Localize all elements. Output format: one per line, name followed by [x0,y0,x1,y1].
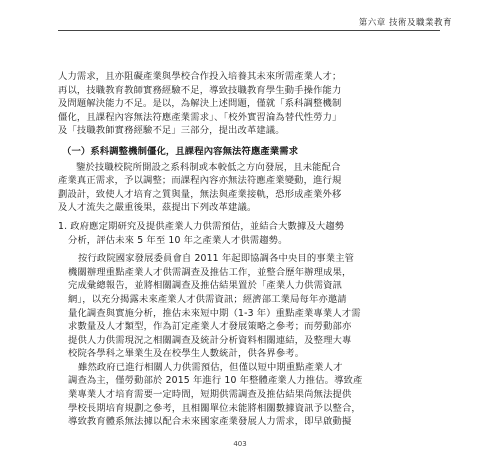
text-line: 鑒於技職校院所開設之系科制或本較低之方向發展，且未能配合 [76,161,341,173]
paragraph [58,161,438,215]
text-line: 學校長期培育規劃之參考，且相關單位未能將相關數據資訊予以整合， [68,402,361,414]
text-line: 劃設計，致使人才培育之質與量，無法與產業接軌，恐形成產業外移 [58,188,342,200]
running-header: 第六章 技術及職業教育 [358,18,452,28]
paragraph [58,361,438,429]
text-line: 求數量及人才類型，作為訂定產業人才發展策略之參考；而勞動部亦 [68,321,352,333]
text-line: 再以，技職教育教師實務經驗不足，導致技職教育學生動手操作能力 [58,84,342,96]
text-line: 提供人力供需現況之相關調查及統計分析資料相關連結，及整理大專 [68,334,352,346]
text-line: 雖然政府已進行相關人力供需預估，但僅以短中期重點產業人才 [78,361,343,373]
list-item-title [58,220,438,247]
text-line: 及「技職教師實務經驗不足」三部分，提出改革建議。 [58,125,285,137]
text-line: 僵化，且課程內容無法符應產業需求」、「校外實習淪為替代性勞力」 [58,111,342,123]
text-line: 按行政院國家發展委員會自 2011 年起即協調各中央目的事業主管 [78,253,355,265]
text-line: 分析，評估未來 5 年至 10 年之產業人才供需趨勢。 [68,234,288,246]
text-line: 業專業人才培育需要一定時間，短期供需調查及推估結果尚無法提供 [68,389,352,401]
text-line: 人力需求，且亦阻礙產業與學校合作投入培養其未來所需產業人才； [58,71,342,82]
text-line: 機關辦理重點產業人才供需調查及推估工作，並整合歷年辦理成果， [68,266,352,278]
text-line: 量化調查與實施分析，推估未來短中期（1-3 年）重點產業專業人才需 [68,307,361,319]
text-line: 產業真正需求，予以調整；而課程內容亦無法符應產業變動，進行規 [58,175,342,187]
text-line: 導致教育體系無法據以配合未來國家產業發展人力需求，即早啟動擬 [68,416,352,428]
text-line: 完成彙總報告，並將相關調查及推估結果置於「產業人力供需資訊 [68,280,342,292]
text-line: 及問題解決能力不足。是以，為解決上述問題，僅就「系科調整機制 [58,98,342,110]
section-heading: （一）系科調整機制僵化，且課程內容無法符應產業需求 [62,145,299,157]
header-rule [58,30,440,31]
text-line: 及人才流失之嚴重後果，茲提出下列改革建議。 [58,202,257,214]
text-line: 調查為主，僅勞動部於 2015 年進行 10 年整體產業人力推估。導致產 [68,375,363,387]
text-line: 1. 政府應定期研究及提供產業人力供需預估，並結合大數據及大趨勢 [58,220,345,232]
paragraph [58,70,438,138]
text-line: 校院各學科之畢業生及在校學生人數統計，供各界參考。 [68,348,305,360]
page-number: 403 [233,440,247,448]
body-text [58,70,438,429]
text-line: 網」，以充分揭露未來產業人才供需資訊；經濟部工業局每年亦邀請 [68,293,347,305]
paragraph [58,252,438,361]
